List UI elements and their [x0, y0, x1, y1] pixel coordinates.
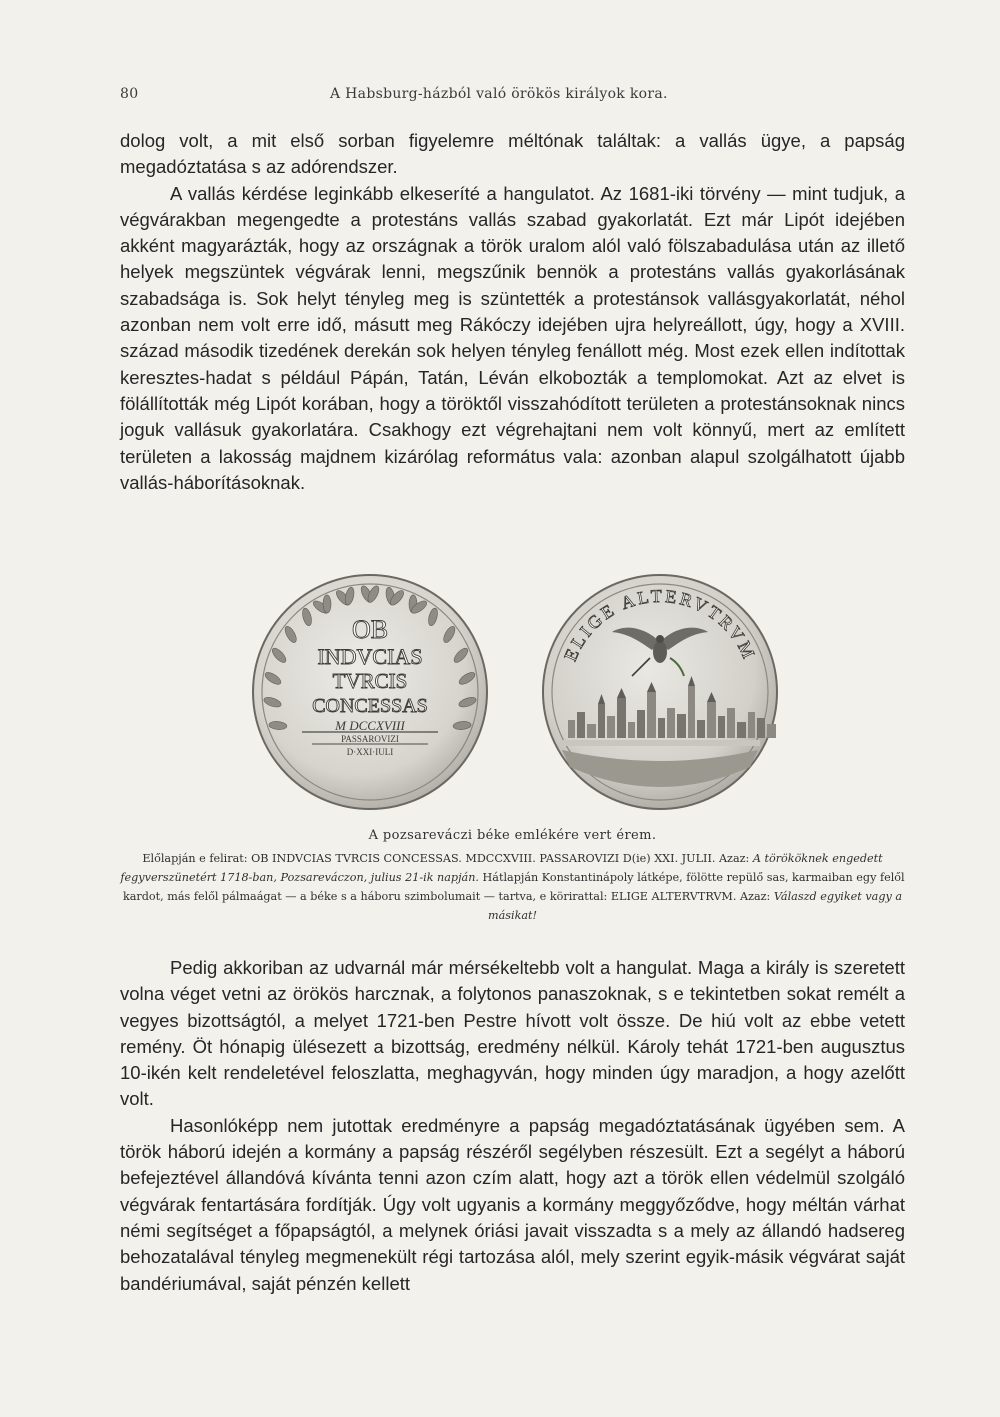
reverse-legend: ELIGE ALTERVTRVM	[560, 585, 760, 664]
skyline-building	[727, 708, 735, 738]
skyline-building	[667, 708, 675, 738]
skyline-building	[767, 724, 776, 738]
body-text-bottom	[120, 955, 905, 1297]
obverse-line-3: TVRCIS	[332, 669, 408, 693]
skyline-building	[647, 692, 656, 738]
skyline-building	[587, 724, 596, 738]
skyline-building	[707, 702, 716, 738]
skyline-building	[658, 718, 665, 738]
medal-figure	[250, 572, 790, 812]
medal-reverse-image	[540, 572, 780, 812]
caption-reverse-text: Hátlapján Konstantinápoly látképe, fölötte repülő sas, karmaiban egy felől kardot, más felől pálmaágat — a béke s a háboru szimbolumait — tartva, e körirattal: ELIGE ALTERVTRVM. Azaz:	[122, 871, 905, 903]
skyline-building	[607, 716, 615, 738]
running-title: A Habsburg-házból való örökös királyok kora.	[330, 86, 668, 102]
skyline-building	[697, 720, 705, 738]
medal-obverse-image	[250, 572, 490, 812]
paragraph-religion: A vallás kérdése leginkább elkeseríté a hangulatot. Az 1681-iki törvény — mint tudjuk, a végvárakban megengedte a protestáns vallás szabad gyakorlatát. Ezt már Lipót idejében akként magyarázták, hogy az országnak a török uralom alól való fölszabadulása után az illető helyek megszüntek végvárak lenni, megszűnik bennök a protestáns vallás gyakorlásának szabadsága is. Sok helyt tényleg meg is szüntették a protestánsok vallásgyakorlatát, néhol azonban nem volt erre idő, másutt meg Rákóczy idejében ujra helyreállott, úgy, hogy a XVIII. század második tizedének derekán sok helyen tényleg fenállott még. Most ezek ellen indítottak keresztes-hadat s például Pápán, Tatán, Léván elkobozták a templomokat. Azt az elvet is fölállították még Lipót korában, hogy a töröktől visszahódított területen a protestánsoknak nincs joguk vallásuk gyakorlatára. Csakhogy ezt végrehajtani nem volt könnyű, mert az említett területen a lakosság majdnem kizárólag református vala: azonban alapul szolgálhatott újabb vallás-háborításoknak.	[120, 182, 905, 493]
paragraph-court-mood: Pedig akkoriban az udvarnál már mérsékeltebb volt a hangulat. Maga a király is szeretett volna véget vetni az örökös harcznak, a folytonos panaszoknak, s e tekintetben sokat remélt a vegyes bizottságtól, a melyet 1721-ben Pestre hívott volt össze. De hiú volt az ebbe vetett remény. Öt hónapig ülésezett a bizottság, eredmény nélkül. Károly tehát 1721-ben augusztus 10-ikén kelt rendeletével feloszlatta, meghagyván, hogy minden úgy maradjon, a hogy azelőtt volt.	[120, 957, 905, 1110]
paragraph-clergy-tax: Hasonlóképp nem jutottak eredményre a papság megadóztatásának ügyében sem. A török háború idején a kormány a papság részéről segélyben részesült. Ezt a segélyt a háború befejeztével állandóvá kívánta tenni azon czím alatt, hogy azt a török ellen védelmül szolgáló végvárak fentartására fordítják. Úgy volt ugyanis a kormány meggyőződve, hogy méltán várhat némi segítséget a főpapságtól, a melynek óriási javait visszadta s a mely az állandó hadsereg behozatalával tényleg megmenekült régi tartozása alól, mely szerint egyik-másik végvárat saját bandériumával, saját pénzén kellett	[120, 1114, 905, 1294]
obverse-line-1: OB	[351, 615, 389, 644]
skyline-building	[677, 714, 686, 738]
obverse-line-7: D·XXI·IULI	[346, 747, 394, 757]
laurel-leaf	[323, 595, 331, 613]
skyline-building	[577, 712, 585, 738]
skyline-building	[737, 722, 746, 738]
skyline-building	[718, 716, 725, 738]
medal-reverse	[540, 572, 780, 812]
caption-obverse-text: Előlapján e felirat: OB INDVCIAS TVRCIS CONCESSAS. MDCCXVIII. PASSAROVIZI D(ie) XXI. JULII. Azaz:	[142, 852, 750, 865]
skyline-building	[748, 712, 755, 738]
paragraph-continuation: dolog volt, a mit első sorban figyelemre méltónak találtak: a vallás ügye, a papság megadóztatása s az adórendszer.	[120, 130, 905, 178]
obverse-line-6: PASSAROVIZI	[341, 734, 399, 744]
caption-reverse-translation: Válaszd egyiket vagy a másikat!	[487, 890, 903, 922]
skyline-building	[598, 704, 605, 738]
skyline-building	[628, 722, 635, 738]
obverse-line-4: CONCESSAS	[312, 695, 428, 717]
body-text-top	[120, 128, 905, 496]
skyline-building	[688, 686, 695, 738]
page-number: 80	[120, 86, 139, 102]
medal-obverse	[250, 572, 490, 812]
skyline-building	[568, 720, 575, 738]
figure-caption	[120, 826, 905, 925]
skyline-building	[757, 718, 765, 738]
caption-obverse-translation: A törököknek engedett fegyverszünetért 1718-ban, Pozsareváczon, julius 21-ik napján.	[120, 852, 883, 884]
obverse-line-2: INDVCIAS	[317, 644, 423, 669]
obverse-line-5: M DCCXVIII	[335, 718, 405, 733]
skyline-building	[617, 698, 626, 738]
caption-title: A pozsareváczi béke emlékére vert érem.	[368, 828, 657, 843]
skyline-building	[637, 710, 645, 738]
caption-body	[120, 849, 905, 925]
